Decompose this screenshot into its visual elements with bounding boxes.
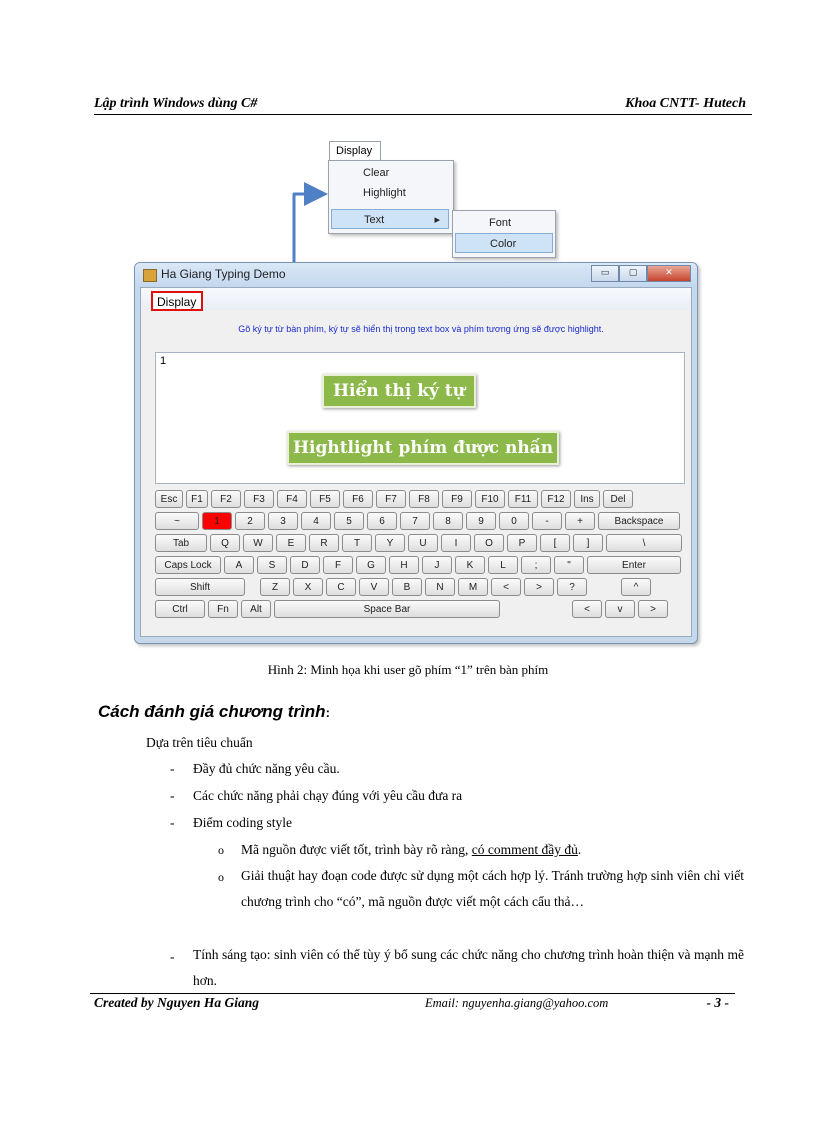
key-f12[interactable]: F12: [541, 490, 571, 508]
key-backspace[interactable]: Backspace: [598, 512, 680, 530]
submenu-item-font[interactable]: Font: [489, 217, 512, 229]
key--[interactable]: [: [540, 534, 570, 552]
bullet-marker: o: [218, 843, 224, 857]
comment-emphasis: có comment đầy đủ: [471, 842, 578, 857]
key-s[interactable]: S: [257, 556, 287, 574]
minimize-button[interactable]: ▭: [591, 265, 619, 282]
key-f11[interactable]: F11: [508, 490, 538, 508]
key-c[interactable]: C: [326, 578, 356, 596]
criterion-item: Điểm coding style: [193, 815, 292, 830]
key--[interactable]: ?: [557, 578, 587, 596]
key-f5[interactable]: F5: [310, 490, 340, 508]
display-dropdown-menu: [328, 160, 454, 234]
criteria-intro: Dựa trên tiêu chuẩn: [146, 735, 253, 750]
key-5[interactable]: 5: [334, 512, 364, 530]
section-heading-colon: :: [325, 705, 330, 720]
key-t[interactable]: T: [342, 534, 372, 552]
key--[interactable]: +: [565, 512, 595, 530]
callout-display-char: Hiển thị ký tự: [322, 374, 476, 408]
key-9[interactable]: 9: [466, 512, 496, 530]
key-v[interactable]: v: [605, 600, 635, 618]
submenu-item-color[interactable]: Color: [455, 233, 553, 253]
key-caps-lock[interactable]: Caps Lock: [155, 556, 221, 574]
key-i[interactable]: I: [441, 534, 471, 552]
window-titlebar[interactable]: [135, 263, 697, 287]
coding-style-item: Giải thuật hay đoạn code được sử dụng một cách hợp lý. Tránh trường hợp sinh viên chỉ viết chương trình cho “có”, mã nguồn được viết một cách cẩu thả…: [241, 868, 744, 909]
coding-style-item-text: Mã nguồn được viết tốt, trình bày rõ ràng,: [241, 842, 472, 857]
app-icon: [143, 269, 157, 282]
key-m[interactable]: M: [458, 578, 488, 596]
popup-menu-tab[interactable]: Display: [329, 141, 381, 161]
key-a[interactable]: A: [224, 556, 254, 574]
figure-caption: Hình 2: Minh họa khi user gõ phím “1” trên bàn phím: [267, 662, 549, 677]
coding-style-item: [241, 842, 581, 858]
key-f6[interactable]: F6: [343, 490, 373, 508]
menu-item-clear[interactable]: Clear: [363, 167, 390, 179]
key-f9[interactable]: F9: [442, 490, 472, 508]
key-3[interactable]: 3: [268, 512, 298, 530]
key-del[interactable]: Del: [603, 490, 633, 508]
key-6[interactable]: 6: [367, 512, 397, 530]
key--[interactable]: >: [524, 578, 554, 596]
key--[interactable]: ~: [155, 512, 199, 530]
key--[interactable]: ": [554, 556, 584, 574]
footer-email: Email: nguyenha.giang@yahoo.com: [425, 996, 609, 1010]
key-f[interactable]: F: [323, 556, 353, 574]
key-1-highlighted[interactable]: 1: [202, 512, 232, 530]
key-tab[interactable]: Tab: [155, 534, 207, 552]
key-d[interactable]: D: [290, 556, 320, 574]
section-heading: [98, 702, 330, 722]
key--[interactable]: <: [491, 578, 521, 596]
key-j[interactable]: J: [422, 556, 452, 574]
key-z[interactable]: Z: [260, 578, 290, 596]
close-button[interactable]: ✕: [647, 265, 691, 282]
key-u[interactable]: U: [408, 534, 438, 552]
virtual-keyboard: [155, 490, 685, 630]
key-k[interactable]: K: [455, 556, 485, 574]
page-footer: [90, 993, 735, 1014]
key--[interactable]: >: [638, 600, 668, 618]
key-2[interactable]: 2: [235, 512, 265, 530]
menu-item-text[interactable]: [331, 209, 449, 229]
coding-style-item-end: .: [577, 842, 582, 857]
header-course-title: Lập trình Windows dùng C#: [94, 96, 258, 111]
section-heading-text: Cách đánh giá chương trình: [98, 702, 326, 721]
key-o[interactable]: O: [474, 534, 504, 552]
key--[interactable]: ^: [621, 578, 651, 596]
key-space-bar[interactable]: Space Bar: [274, 600, 500, 618]
creativity-criterion: Tính sáng tạo: sinh viên có thể tùy ý bổ sung các chức năng cho chương trình hoàn thiện và mạnh mẽ hơn.: [193, 947, 744, 988]
menu-item-text-label: Text: [364, 214, 385, 226]
instruction-label: Gõ ký tự từ bàn phím, ký tự sẽ hiển thị trong text box và phím tương ứng sẽ được highlight.: [238, 324, 604, 334]
key-shift[interactable]: Shift: [155, 578, 245, 596]
key-p[interactable]: P: [507, 534, 537, 552]
dash-marker: -: [170, 815, 175, 830]
key-v[interactable]: V: [359, 578, 389, 596]
key-esc[interactable]: Esc: [155, 490, 183, 508]
maximize-button[interactable]: ▢: [619, 265, 647, 282]
key-b[interactable]: B: [392, 578, 422, 596]
submenu-arrow-icon: ▸: [434, 214, 440, 226]
footer-author: Created by Nguyen Ha Giang: [94, 995, 259, 1010]
menu-bar: [141, 288, 691, 310]
key-ins[interactable]: Ins: [574, 490, 600, 508]
key-f1[interactable]: F1: [186, 490, 208, 508]
key--[interactable]: -: [532, 512, 562, 530]
key-e[interactable]: E: [276, 534, 306, 552]
dash-marker: -: [170, 788, 175, 803]
menu-item-highlight[interactable]: Highlight: [363, 187, 406, 199]
menu-display[interactable]: Display: [151, 291, 203, 311]
key-f10[interactable]: F10: [475, 490, 505, 508]
dash-marker: -: [170, 949, 175, 964]
key-x[interactable]: X: [293, 578, 323, 596]
key--[interactable]: ]: [573, 534, 603, 552]
key-f7[interactable]: F7: [376, 490, 406, 508]
text-submenu: [452, 210, 556, 258]
key-f3[interactable]: F3: [244, 490, 274, 508]
key-n[interactable]: N: [425, 578, 455, 596]
key-f8[interactable]: F8: [409, 490, 439, 508]
key-f2[interactable]: F2: [211, 490, 241, 508]
key-8[interactable]: 8: [433, 512, 463, 530]
key-0[interactable]: 0: [499, 512, 529, 530]
key--[interactable]: \: [606, 534, 682, 552]
key-enter[interactable]: Enter: [587, 556, 681, 574]
key--[interactable]: <: [572, 600, 602, 618]
window-title: Ha Giang Typing Demo: [161, 267, 286, 281]
header-department: Khoa CNTT- Hutech: [625, 96, 746, 111]
bullet-marker: o: [218, 870, 224, 884]
footer-page-number: - 3 -: [706, 995, 729, 1010]
key-f4[interactable]: F4: [277, 490, 307, 508]
key-r[interactable]: R: [309, 534, 339, 552]
key-ctrl[interactable]: Ctrl: [155, 600, 205, 618]
dash-marker: -: [170, 761, 175, 776]
key-l[interactable]: L: [488, 556, 518, 574]
key-h[interactable]: H: [389, 556, 419, 574]
callout-highlight-key: Hightlight phím được nhấn: [287, 431, 559, 465]
key--[interactable]: ;: [521, 556, 551, 574]
typed-text-value: 1: [160, 355, 167, 367]
criterion-item: Đầy đủ chức năng yêu cầu.: [193, 761, 340, 776]
key-w[interactable]: W: [243, 534, 273, 552]
key-7[interactable]: 7: [400, 512, 430, 530]
key-4[interactable]: 4: [301, 512, 331, 530]
key-fn[interactable]: Fn: [208, 600, 238, 618]
key-y[interactable]: Y: [375, 534, 405, 552]
key-alt[interactable]: Alt: [241, 600, 271, 618]
key-q[interactable]: Q: [210, 534, 240, 552]
key-g[interactable]: G: [356, 556, 386, 574]
criterion-item: Các chức năng phải chạy đúng với yêu cầu đưa ra: [193, 788, 463, 803]
